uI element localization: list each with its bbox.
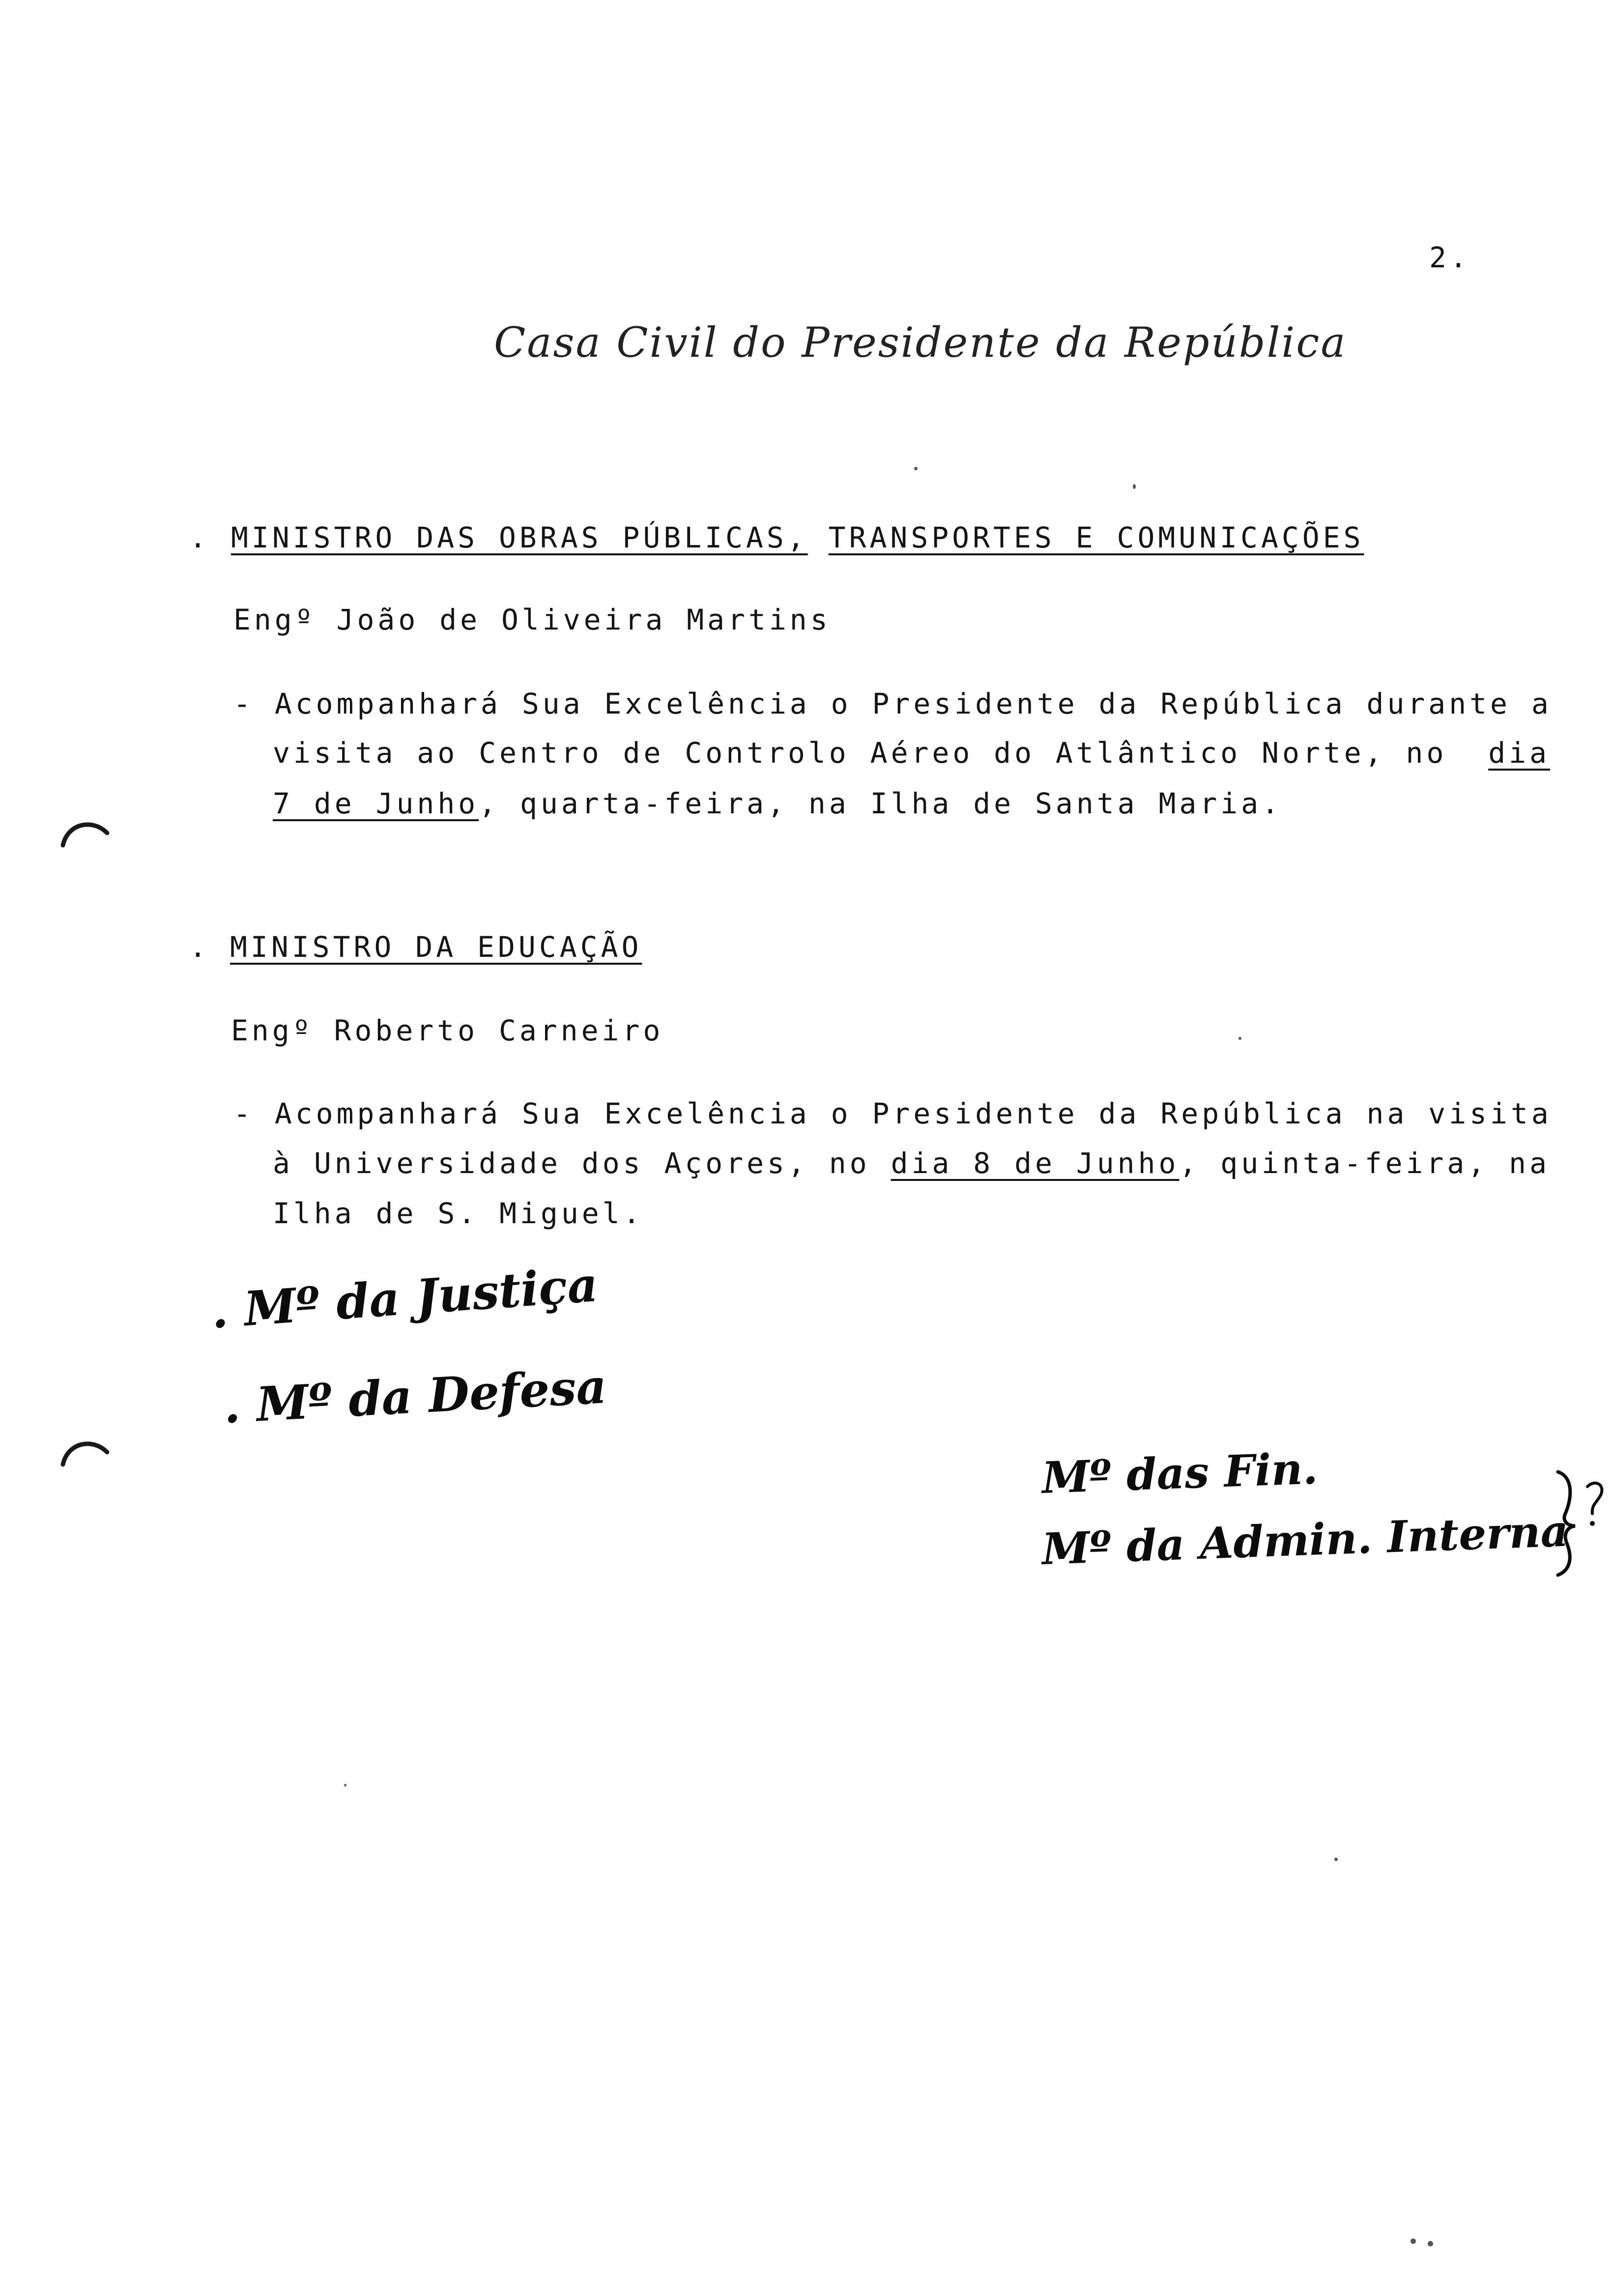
paragraph-line: Ilha de S. Miguel. (273, 1197, 644, 1230)
scan-speck (1428, 2241, 1433, 2246)
section-title-text: MINISTRO DA EDUCAÇÃO (230, 930, 642, 964)
paragraph-line: - Acompanhará Sua Excelência o Presidente da República na visita (233, 1097, 1552, 1130)
page-number: 2. (1429, 241, 1470, 274)
handwritten-note-internal-admin: Mº da Admin. Interna (1041, 1505, 1570, 1575)
section-bullet: . (189, 521, 210, 554)
scan-speck (1133, 484, 1136, 489)
scan-speck (1410, 2239, 1416, 2244)
minister-name: Engº João de Oliveira Martins (233, 603, 831, 636)
handwritten-note-finance: Mº das Fin. (1041, 1442, 1319, 1503)
line-text: visita ao Centro de Controlo Aéreo do Atlântico Norte, no (273, 736, 1447, 770)
paragraph-line (273, 736, 1550, 770)
underlined-date: dia 8 de Junho (891, 1147, 1180, 1180)
handwritten-note-justice: . Mº da Justiça (209, 1257, 600, 1339)
punch-hole-mark-icon (58, 811, 112, 855)
section-title-education (230, 930, 642, 964)
scan-speck (914, 467, 918, 470)
section-title-part2: TRANSPORTES E COMUNICAÇÕES (828, 521, 1364, 554)
scan-speck (344, 1784, 346, 1786)
scan-speck (1238, 1037, 1241, 1040)
paragraph-line: - Acompanhará Sua Excelência o Presidente da República durante a (233, 687, 1552, 720)
line-text: , quinta-feira, na (1179, 1147, 1550, 1180)
paragraph-line (273, 789, 1282, 818)
handwritten-note-defense: . Mº da Defesa (222, 1358, 608, 1434)
line-text: à Universidade dos Açores, no (273, 1147, 870, 1180)
section-bullet: . (189, 930, 210, 964)
letterhead-title: Casa Civil do Presidente da República (494, 318, 1347, 367)
underlined-date: 7 de Junho (273, 787, 479, 820)
section-title-part1: MINISTRO DAS OBRAS PÚBLICAS, (231, 521, 808, 554)
paragraph-line (273, 1147, 1550, 1180)
minister-name: Engº Roberto Carneiro (231, 1014, 664, 1047)
underlined-date: dia (1488, 736, 1550, 770)
scan-speck (1334, 1858, 1338, 1861)
punch-hole-mark-icon (58, 1430, 112, 1474)
section-title-public-works (231, 523, 1364, 552)
handwritten-brace-question-icon (1553, 1467, 1607, 1580)
line-text: , quarta-feira, na Ilha de Santa Maria. (479, 787, 1283, 820)
